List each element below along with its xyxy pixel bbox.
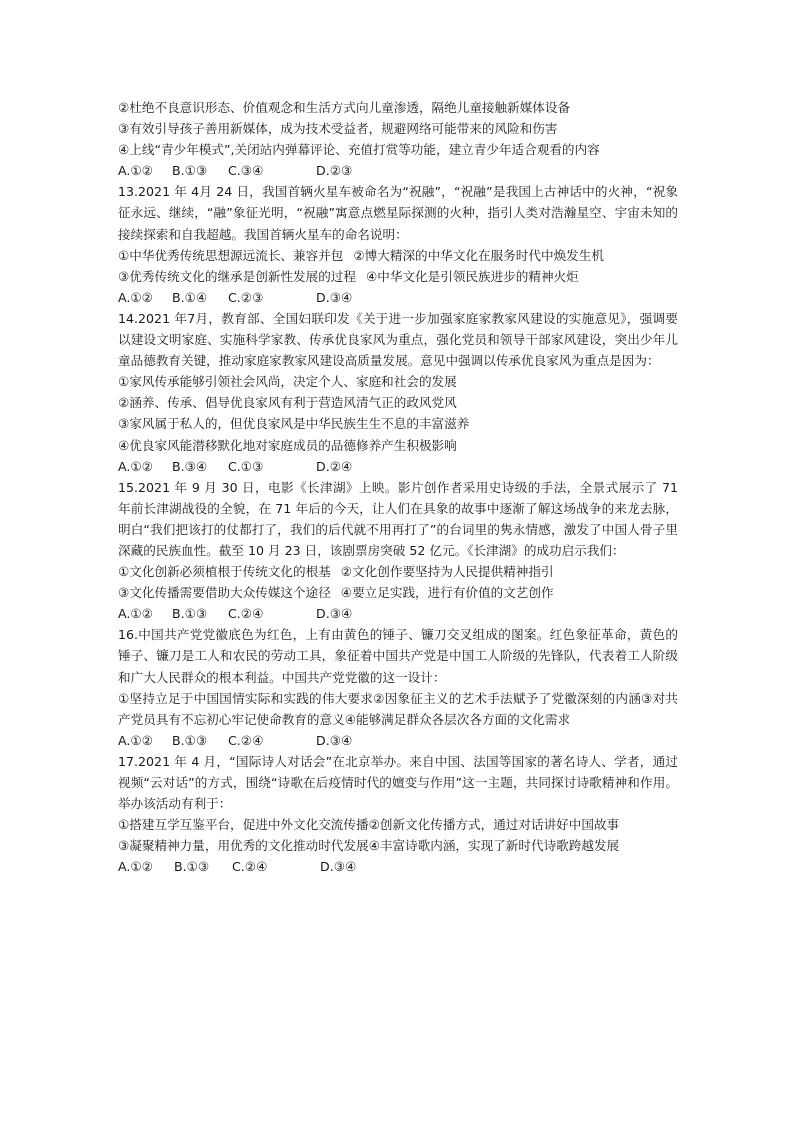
q13-option-4: ④中华文化是引领民族进步的精神火炬 [365, 268, 579, 284]
q15-option-4: ④要立足实践，进行有价值的文艺创作 [340, 585, 554, 601]
q16-stem: 16.中国共产党党徽底色为红色，上有由黄色的锤子、镰刀交叉组成的图案。红色象征革命，黄色的锤子、镰刀是工人和农民的劳动工具，象征着中国共产党是中国工人阶级的先锋队，代表着工人阶级和广大人民群众的根本利益。中国共产党党徽的这一设计： [118, 627, 678, 685]
q13-option-3: ③优秀传统文化的继承是创新性发展的过程 [118, 268, 356, 284]
q13-answer-b[interactable]: B.①④ [172, 289, 208, 305]
q14-option-3: ③家风属于私人的，但优良家风是中华民族生生不息的丰富滋养 [118, 416, 470, 432]
q13-answer-a[interactable]: A.①② [118, 289, 153, 305]
q17-answer-d[interactable]: D.③④ [320, 859, 357, 875]
q12-option-2: ②杜绝不良意识形态、价值观念和生活方式向儿童渗透，隔绝儿童接触新媒体设备 [118, 100, 571, 115]
q13-options-row-2 [118, 266, 678, 287]
q14-option-2: ②涵养、传承、倡导优良家风有利于营造风清气正的政风党风 [118, 395, 457, 411]
q15-answer-d[interactable]: D.③④ [316, 606, 353, 622]
q12-answer-d[interactable]: D.②③ [316, 163, 353, 179]
q14-answer-d[interactable]: D.②④ [316, 458, 353, 474]
q13-option-2: ②博大精深的中华文化在服务时代中焕发生机 [353, 247, 604, 263]
q15-options-row-2 [118, 582, 678, 603]
q12-option-3: ③有效引导孩子善用新媒体，成为技术受益者，规避网络可能带来的风险和伤害 [118, 121, 558, 137]
q14-stem: 14.2021 年7月，教育部、全国妇联印发《关于进一步加强家庭家教家风建设的实施意见》，强调要以建设文明家庭、实施科学家教、传承优良家风为重点，强化党员和领导干部家风建设，突出少年儿童品德教育关键，推动家庭家教家风建设高质量发展。意见中强调以传承优良家风为重点是因为： [118, 310, 678, 369]
q16-options: ①坚持立足于中国国情实际和实践的伟大要求②因象征主义的艺术手法赋予了党徽深刻的内涵③对共产党员具有不忘初心牢记使命教育的意义④能够满足群众各层次各方面的文化需求 [118, 690, 678, 727]
q15-options-row-1 [118, 561, 678, 582]
q17-answer-a[interactable]: A.①② [118, 859, 153, 875]
q13-stem: 13.2021 年 4月 24 日，我国首辆火星车被命名为“祝融”，“祝融”是我国上古神话中的火神，“祝象征永远、继续，“融”象征光明，“祝融”寓意点燃星际探测的火种，指引人类对浩瀚星空、宇宙未知的接续探索和自我超越。我国首辆火星车的命名说明： [118, 184, 678, 242]
q15-option-1: ①文化创新必须植根于传统文化的根基 [118, 564, 331, 580]
q12-answer-b[interactable]: B.①③ [172, 163, 208, 179]
exam-page [118, 97, 678, 877]
q17-options-3-4: ③凝聚精神力量，用优秀的文化推动时代发展④丰富诗歌内涵，实现了新时代诗歌跨越发展 [118, 838, 620, 854]
q16-answer-b[interactable]: B.①③ [172, 732, 208, 748]
q16-answer-choices [118, 730, 678, 751]
q17-answer-b[interactable]: B.①③ [174, 859, 210, 875]
q15-answer-b[interactable]: B.①③ [172, 606, 208, 622]
q13-option-1: ①中华优秀传统思想源远流长、兼容并包 [118, 247, 344, 263]
q15-answer-choices [118, 603, 678, 624]
q13-answer-c[interactable]: C.②③ [228, 289, 264, 305]
q15-answer-c[interactable]: C.②④ [228, 606, 264, 622]
q15-option-2: ②文化创作要坚持为人民提供精神指引 [340, 564, 554, 580]
q15-answer-a[interactable]: A.①② [118, 606, 153, 622]
q17-answer-c[interactable]: C.②④ [232, 859, 268, 875]
q17-options-1-2: ①搭建互学互鉴平台，促进中外文化交流传播②创新文化传播方式，通过对话讲好中国故事 [118, 817, 620, 833]
q17-answer-choices [118, 856, 678, 877]
q12-option-4: ④上线“青少年模式”,关闭站内弹幕评论、充值打赏等功能，建立青少年适合观看的内容 [118, 142, 600, 158]
q14-answer-a[interactable]: A.①② [118, 458, 153, 474]
q16-answer-c[interactable]: C.②④ [228, 732, 264, 748]
q16-answer-d[interactable]: D.③④ [316, 732, 353, 748]
q15-option-3: ③文化传播需要借助大众传媒这个途径 [118, 585, 331, 601]
q15-stem: 15.2021 年 9 月 30 日，电影《长津湖》上映。影片创作者采用史诗级的手法，全景式展示了 71 年前长津湖战役的全貌，在 71 年后的今天，让人们在具象的故事中逐渐了解这场战争的来龙去脉，明白“我们把该打的仗都打了，我们的后代就不用再打了”的台词里的隽永情感，激发了中国人骨子里深藏的民族血性。截至 10 月 23 日，该剧票房突破 52 亿元。《长津湖》的成功启示我们： [118, 479, 678, 558]
q12-answer-c[interactable]: C.③④ [228, 163, 264, 179]
q13-answer-choices [118, 287, 678, 308]
q12-answer-choices [118, 160, 678, 181]
q14-answer-c[interactable]: C.①③ [228, 458, 264, 474]
q14-answer-b[interactable]: B.③④ [172, 458, 208, 474]
q14-option-1: ①家风传承能够引领社会风尚，决定个人、家庭和社会的发展 [118, 374, 457, 390]
q14-option-4: ④优良家风能潜移默化地对家庭成员的品德修养产生积极影响 [118, 437, 457, 453]
q14-answer-choices [118, 456, 678, 477]
q13-options-row-1 [118, 245, 678, 266]
q16-answer-a[interactable]: A.①② [118, 732, 153, 748]
q17-stem: 17.2021 年 4 月，“国际诗人对话会”在北京举办。来自中国、法国等国家的著名诗人、学者，通过视频“云对话”的方式，围绕“诗歌在后疫情时代的嬗变与作用”这一主题，共同探讨诗歌精神和作用。举办该活动有利于： [118, 753, 678, 812]
q13-answer-d[interactable]: D.③④ [316, 289, 353, 305]
q12-answer-a[interactable]: A.①② [118, 163, 153, 179]
